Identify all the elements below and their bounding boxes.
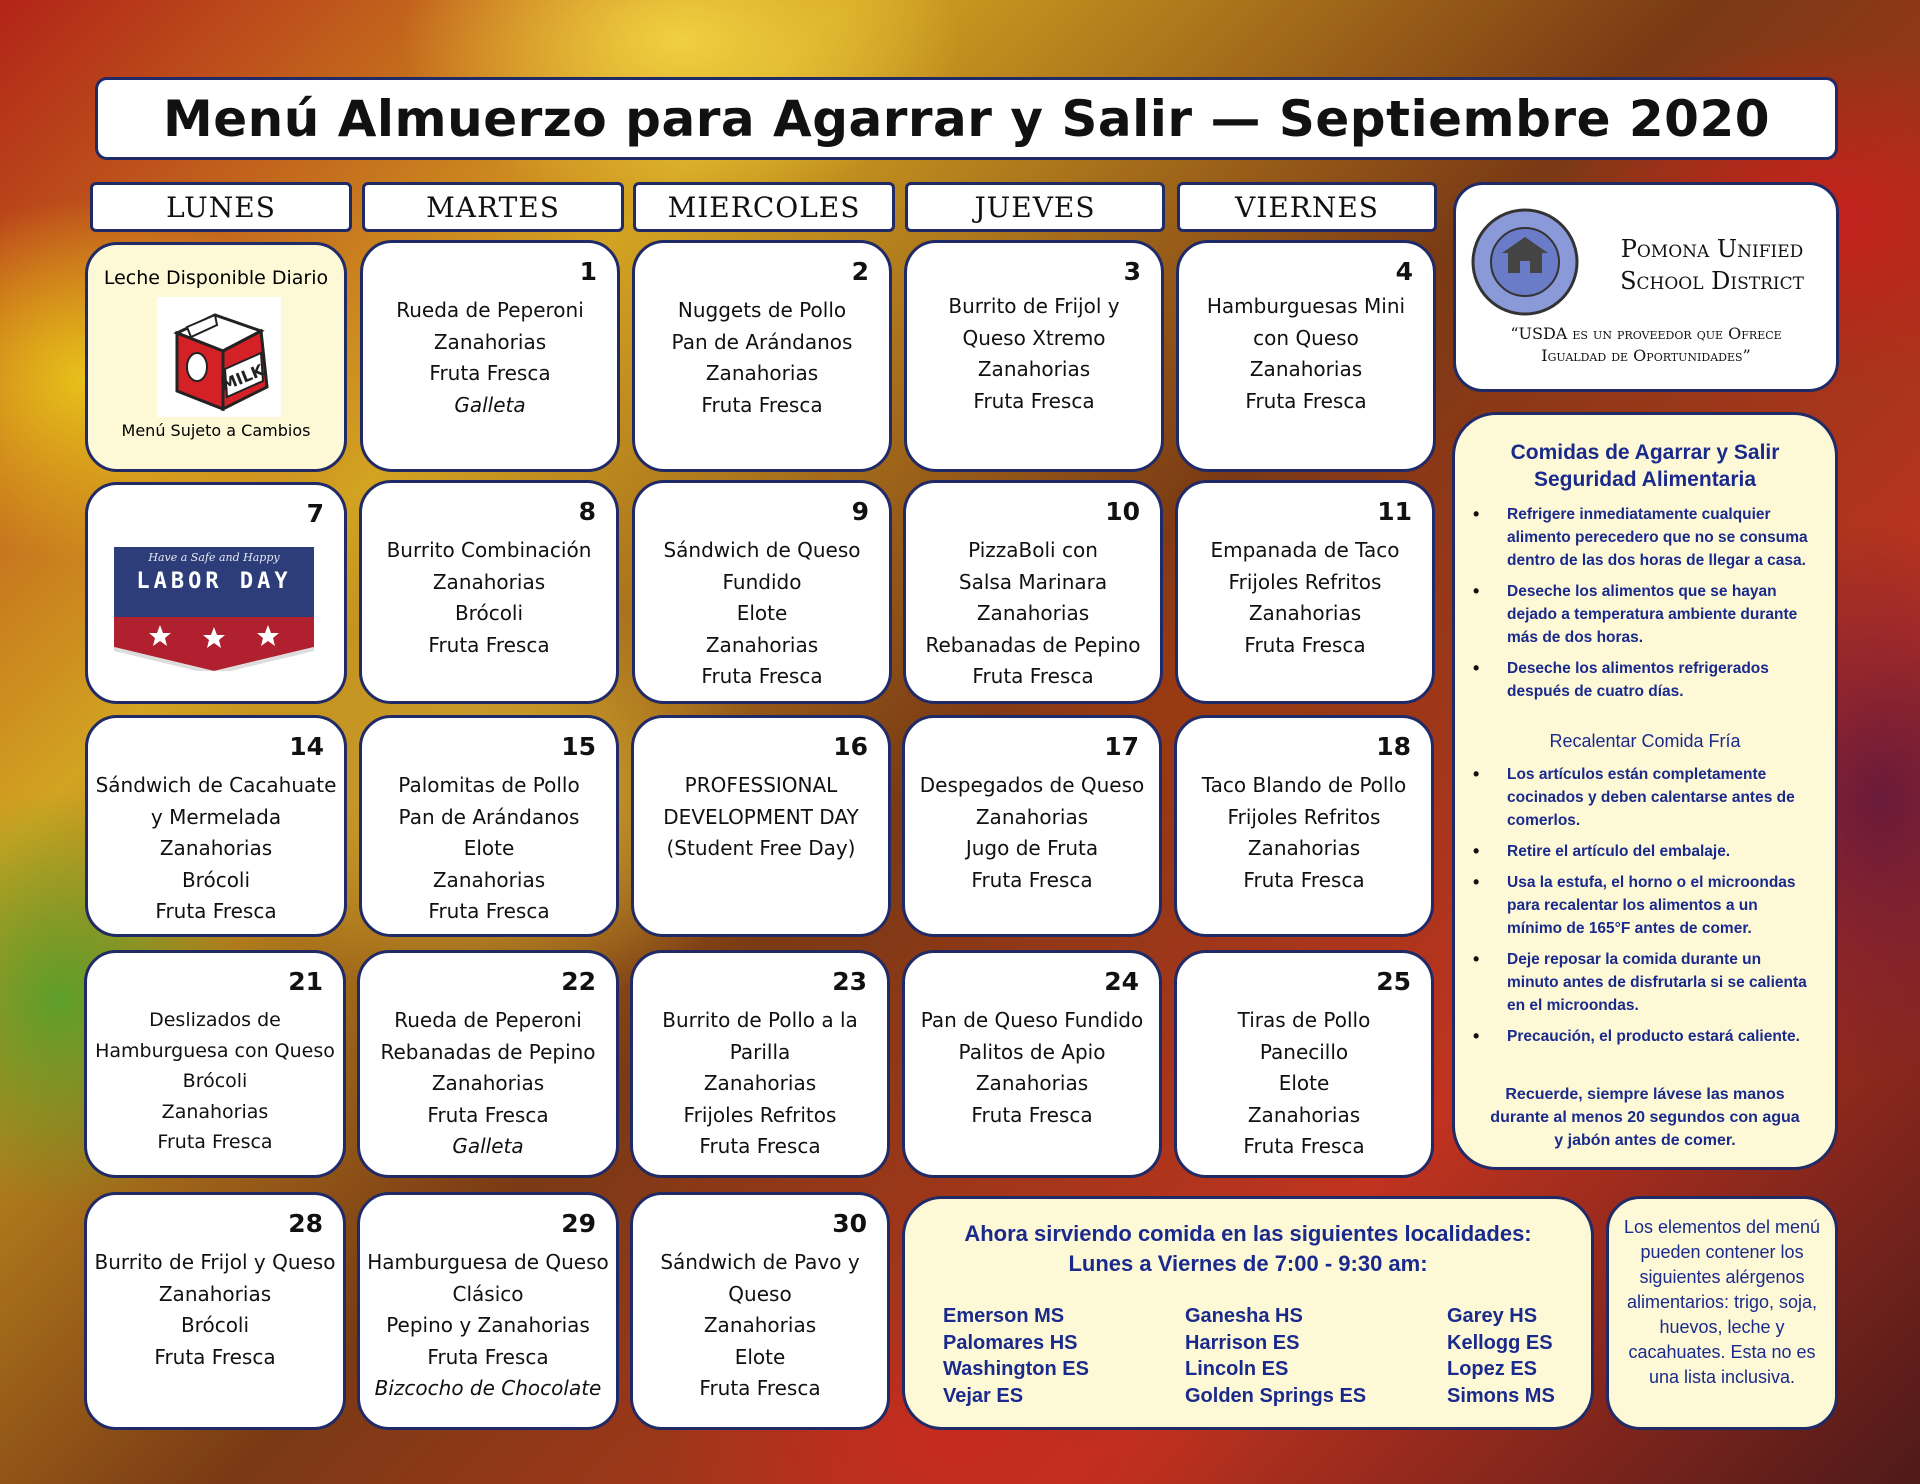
menu-item: Sándwich de Pavo y <box>660 1250 860 1274</box>
menu-item: Elote <box>734 1344 786 1369</box>
menu-item: Fruta Fresca <box>971 867 1093 892</box>
event-text: DEVELOPMENT DAY <box>663 804 859 829</box>
menu-item: Zanahorias <box>1247 1102 1361 1127</box>
day-cell-8 <box>359 480 619 704</box>
menu-item: Fruta Fresca <box>701 392 823 417</box>
handwashing-reminder: Recuerde, siempre lávese las manos durante al menos 20 segundos con agua y jabón antes de comer. <box>1490 1086 1800 1149</box>
menu-item: Burrito de Pollo a la <box>662 1008 858 1032</box>
menu-item: Fruta Fresca <box>428 632 550 657</box>
location-item: Golden Springs ES <box>1185 1384 1367 1407</box>
menu-item: Fruta Fresca <box>1245 388 1367 413</box>
day-cell-11 <box>1175 480 1435 704</box>
menu-item: Zanahorias <box>159 836 273 860</box>
menu-item: Rueda de Peperoni <box>396 298 584 322</box>
safety-title-line2: Seguridad Alimentaria <box>1533 468 1757 491</box>
locations-title-line2: Lunes a Viernes de 7:00 - 9:30 am: <box>1068 1251 1428 1276</box>
menu-item: Nuggets de Pollo <box>677 298 847 322</box>
weekday-header-tuesday: MARTES <box>362 182 624 232</box>
daily-milk-note: Leche Disponible Diario <box>103 267 329 289</box>
day-cell-7 <box>85 482 347 704</box>
menu-item: Brócoli <box>454 601 524 625</box>
menu-item: Rebanadas de Pepino <box>925 632 1141 657</box>
menu-item: Frijoles Refritos <box>683 1102 837 1127</box>
menu-item: Fruta Fresca <box>428 899 550 923</box>
reheat-tip: • Usa la estufa, el horno o el microondas para recalentar los alimentos a un mínimo de 165°F antes de comer. <box>1507 871 1811 940</box>
menu-item: Brócoli <box>182 1070 248 1092</box>
day-cell-14 <box>85 715 347 937</box>
day-cell-3 <box>904 240 1164 472</box>
district-name-line2: School District <box>1620 267 1804 295</box>
menu-item: Fruta Fresca <box>699 1376 821 1400</box>
page-title: Menú Almuerzo para Agarrar y Salir — Septiembre 2020 <box>162 89 1771 148</box>
menu-item: Zanahorias <box>433 329 547 354</box>
day-number: 1 <box>579 257 597 286</box>
menu-item: Zanahorias <box>976 601 1090 625</box>
menu-item: y Mermelada <box>150 804 282 829</box>
safety-title-line1: Comidas de Agarrar y Salir <box>1510 441 1780 464</box>
menu-item: Palitos de Apio <box>958 1039 1106 1064</box>
day-number: 15 <box>561 732 596 761</box>
menu-item: Empanada de Taco <box>1210 538 1400 562</box>
food-safety-panel <box>1452 412 1838 1170</box>
day-number: 30 <box>832 1209 867 1238</box>
menu-item: Rebanadas de Pepino <box>380 1039 596 1064</box>
location-item: Kellogg ES <box>1447 1331 1553 1354</box>
day-cell-18 <box>1174 715 1434 937</box>
milk-label: MILK <box>218 360 267 395</box>
day-number: 2 <box>851 257 869 286</box>
menu-item: Fruta Fresca <box>154 1344 276 1369</box>
reheat-tip: • Precaución, el producto estará caliente. <box>1507 1025 1811 1048</box>
day-cell-30 <box>630 1192 890 1430</box>
menu-item: Fruta Fresca <box>427 1344 549 1369</box>
menu-item: Panecillo <box>1259 1039 1349 1064</box>
event-text: PROFESSIONAL <box>684 773 838 797</box>
menu-item: Pan de Arándanos <box>671 329 853 354</box>
day-cell-1 <box>360 240 620 472</box>
menu-item-italic: Bizcocho de Chocolate <box>374 1376 602 1400</box>
day-number: 17 <box>1104 732 1139 761</box>
menu-item: Palomitas de Pollo <box>398 773 580 797</box>
safety-tip: • Deseche los alimentos refrigerados después de cuatro días. <box>1507 657 1811 703</box>
labor-day-text: LABOR DAY <box>136 569 292 594</box>
menu-item: Zanahorias <box>432 569 546 594</box>
district-info-box <box>1453 182 1839 392</box>
menu-item: Clásico <box>452 1281 524 1306</box>
day-number: 4 <box>1395 257 1413 286</box>
day-cell-28 <box>84 1192 346 1430</box>
day-cell-4 <box>1176 240 1436 472</box>
day-number: 25 <box>1376 967 1411 996</box>
menu-item: Fundido <box>722 569 802 594</box>
day-number: 14 <box>289 732 324 761</box>
menu-item: Fruta Fresca <box>1243 867 1365 892</box>
allergen-notice-box <box>1606 1196 1838 1430</box>
menu-item: Pan de Arándanos <box>398 804 580 829</box>
reheat-subtitle: Recalentar Comida Fría <box>1549 731 1741 751</box>
menu-item: Tiras de Pollo <box>1237 1008 1371 1032</box>
day-cell-15 <box>359 715 619 937</box>
menu-item: Zanahorias <box>431 1071 545 1095</box>
menu-item: Fruta Fresca <box>427 1102 549 1127</box>
menu-item: Pepino y Zanahorias <box>386 1313 590 1337</box>
menu-item: Salsa Marinara <box>958 569 1108 594</box>
menu-item: Queso <box>728 1281 792 1306</box>
menu-item: Zanahorias <box>975 804 1089 829</box>
menu-item-italic: Galleta <box>454 392 526 417</box>
serving-locations-box <box>902 1196 1594 1430</box>
day-number: 11 <box>1377 497 1412 526</box>
menu-item: Fruta Fresca <box>971 1102 1093 1127</box>
day-cell-17 <box>902 715 1162 937</box>
locations-title-line1: Ahora sirviendo comida en las siguientes localidades: <box>964 1221 1532 1246</box>
labor-day-banner <box>114 547 314 671</box>
menu-item: Fruta Fresca <box>157 1131 273 1153</box>
locations-column-1 <box>943 1303 1089 1409</box>
menu-item: Zanahorias <box>432 867 546 892</box>
menu-item: Zanahorias <box>1248 601 1362 625</box>
allergen-notice: Los elementos del menú pueden contener los siguientes alérgenos alimentarios: trigo, soja, huevos, leche y cacahuates. Esta no es una lista inclusiva. <box>1623 1217 1821 1387</box>
location-item: Emerson MS <box>943 1305 1065 1327</box>
menu-item: Sándwich de Queso <box>663 538 861 562</box>
location-item: Simons MS <box>1447 1384 1555 1407</box>
menu-item: Zanahorias <box>705 361 819 385</box>
menu-item: PizzaBoli con <box>968 538 1098 562</box>
day-number: 8 <box>578 497 596 526</box>
day-number: 7 <box>306 499 324 528</box>
page-title-box <box>95 77 1838 160</box>
location-item: Harrison ES <box>1185 1331 1300 1354</box>
day-cell-22 <box>357 950 619 1178</box>
menu-item-italic: Galleta <box>452 1134 524 1158</box>
menu-item: Jugo de Fruta <box>965 836 1099 860</box>
menu-item: Zanahorias <box>158 1281 272 1306</box>
menu-item: Elote <box>1278 1071 1330 1095</box>
menu-item: Brócoli <box>180 1313 250 1337</box>
menu-item: Fruta Fresca <box>155 899 277 923</box>
menu-item: Zanahorias <box>977 357 1091 381</box>
day-number: 10 <box>1105 497 1140 526</box>
safety-tip: • Deseche los alimentos que se hayan dejado a temperatura ambiente durante más de dos horas. <box>1507 580 1811 649</box>
day-number: 9 <box>851 497 869 526</box>
day-cell-10 <box>903 480 1163 704</box>
day-number: 23 <box>832 967 867 996</box>
location-item: Vejar ES <box>943 1384 1024 1407</box>
location-item: Lincoln ES <box>1185 1358 1289 1380</box>
day-cell-29 <box>357 1192 619 1430</box>
location-item: Palomares HS <box>943 1331 1078 1354</box>
milk-carton-icon <box>157 297 281 417</box>
daily-note-cell <box>85 242 347 472</box>
day-number: 16 <box>833 732 868 761</box>
day-number: 18 <box>1376 732 1411 761</box>
menu-item: Zanahorias <box>703 1313 817 1337</box>
weekday-header-wednesday: MIERCOLES <box>633 182 895 232</box>
safety-tip: • Refrigere inmediatamente cualquier alimento perecedero que no se consuma dentro de las dos horas de llegar a casa. <box>1507 503 1811 572</box>
menu-item: Elote <box>463 836 515 860</box>
day-number: 21 <box>288 967 323 996</box>
menu-item: Burrito Combinación <box>386 538 592 562</box>
weekday-header-monday: LUNES <box>90 182 352 232</box>
menu-item: Pan de Queso Fundido <box>920 1008 1144 1032</box>
menu-item: Burrito de Frijol y Queso <box>94 1250 336 1274</box>
day-cell-2 <box>632 240 892 472</box>
locations-column-2 <box>1185 1303 1366 1409</box>
location-item: Washington ES <box>943 1358 1089 1380</box>
usda-statement-line2: Igualdad de Oportunidades” <box>1541 346 1751 365</box>
day-number: 22 <box>561 967 596 996</box>
location-item: Ganesha HS <box>1185 1305 1303 1327</box>
day-cell-9 <box>632 480 892 704</box>
locations-column-3 <box>1447 1303 1555 1409</box>
menu-item: Frijoles Refritos <box>1228 569 1382 594</box>
menu-item: Fruta Fresca <box>972 664 1094 688</box>
menu-item: Fruta Fresca <box>699 1134 821 1158</box>
reheat-tip: • Deje reposar la comida durante un minuto antes de disfrutarla si se calienta en el microondas. <box>1507 948 1811 1017</box>
menu-item: Zanahorias <box>161 1100 269 1123</box>
menu-item: Rueda de Peperoni <box>394 1008 582 1032</box>
menu-item: Parilla <box>729 1039 791 1064</box>
menu-item: Sándwich de Cacahuate <box>95 773 337 797</box>
menu-change-note: Menú Sujeto a Cambios <box>121 421 311 440</box>
menu-item: Fruta Fresca <box>973 388 1095 413</box>
menu-item: Zanahorias <box>705 632 819 657</box>
day-number: 3 <box>1123 257 1141 286</box>
day-cell-21 <box>84 950 346 1178</box>
day-cell-16 <box>631 715 891 937</box>
menu-item: con Queso <box>1253 325 1359 350</box>
menu-item: Despegados de Queso <box>919 773 1145 797</box>
day-number: 29 <box>561 1209 596 1238</box>
menu-item: Brócoli <box>181 867 251 892</box>
event-text: (Student Free Day) <box>666 836 856 860</box>
menu-item: Fruta Fresca <box>701 664 823 688</box>
day-number: 24 <box>1104 967 1139 996</box>
menu-item: Fruta Fresca <box>429 361 551 385</box>
menu-item: Deslizados de <box>149 1009 281 1031</box>
day-number: 28 <box>288 1209 323 1238</box>
location-item: Garey HS <box>1447 1305 1538 1327</box>
district-seal-icon <box>1470 207 1580 317</box>
usda-statement-line1: “USDA es un proveedor que Ofrece <box>1510 324 1782 343</box>
menu-item: Hamburguesa con Queso <box>95 1039 335 1062</box>
menu-item: Zanahorias <box>1247 836 1361 860</box>
district-name-line1: Pomona Unified <box>1620 235 1804 263</box>
weekday-header-thursday: JUEVES <box>905 182 1165 232</box>
menu-item: Zanahorias <box>1249 357 1363 381</box>
menu-item: Queso Xtremo <box>962 325 1106 350</box>
menu-item: Elote <box>736 601 788 625</box>
day-cell-25 <box>1174 950 1434 1178</box>
menu-item: Zanahorias <box>703 1071 817 1095</box>
reheat-tip: • Retire el artículo del embalaje. <box>1507 840 1811 863</box>
menu-item: Fruta Fresca <box>1243 1134 1365 1158</box>
day-cell-23 <box>630 950 890 1178</box>
menu-item: Frijoles Refritos <box>1227 804 1381 829</box>
reheat-tip: • Los artículos están completamente cocinados y deben calentarse antes de comerlos. <box>1507 763 1811 832</box>
menu-item: Hamburguesa de Queso <box>367 1250 609 1274</box>
menu-item: Hamburguesas Mini <box>1206 294 1406 318</box>
labor-day-small-text: Have a Safe and Happy <box>148 551 280 564</box>
menu-item: Taco Blando de Pollo <box>1201 773 1407 797</box>
weekday-header-friday: VIERNES <box>1177 182 1437 232</box>
menu-item: Fruta Fresca <box>1244 632 1366 657</box>
menu-item: Burrito de Frijol y <box>948 294 1120 318</box>
menu-item: Zanahorias <box>975 1071 1089 1095</box>
location-item: Lopez ES <box>1447 1358 1538 1380</box>
day-cell-24 <box>902 950 1162 1178</box>
